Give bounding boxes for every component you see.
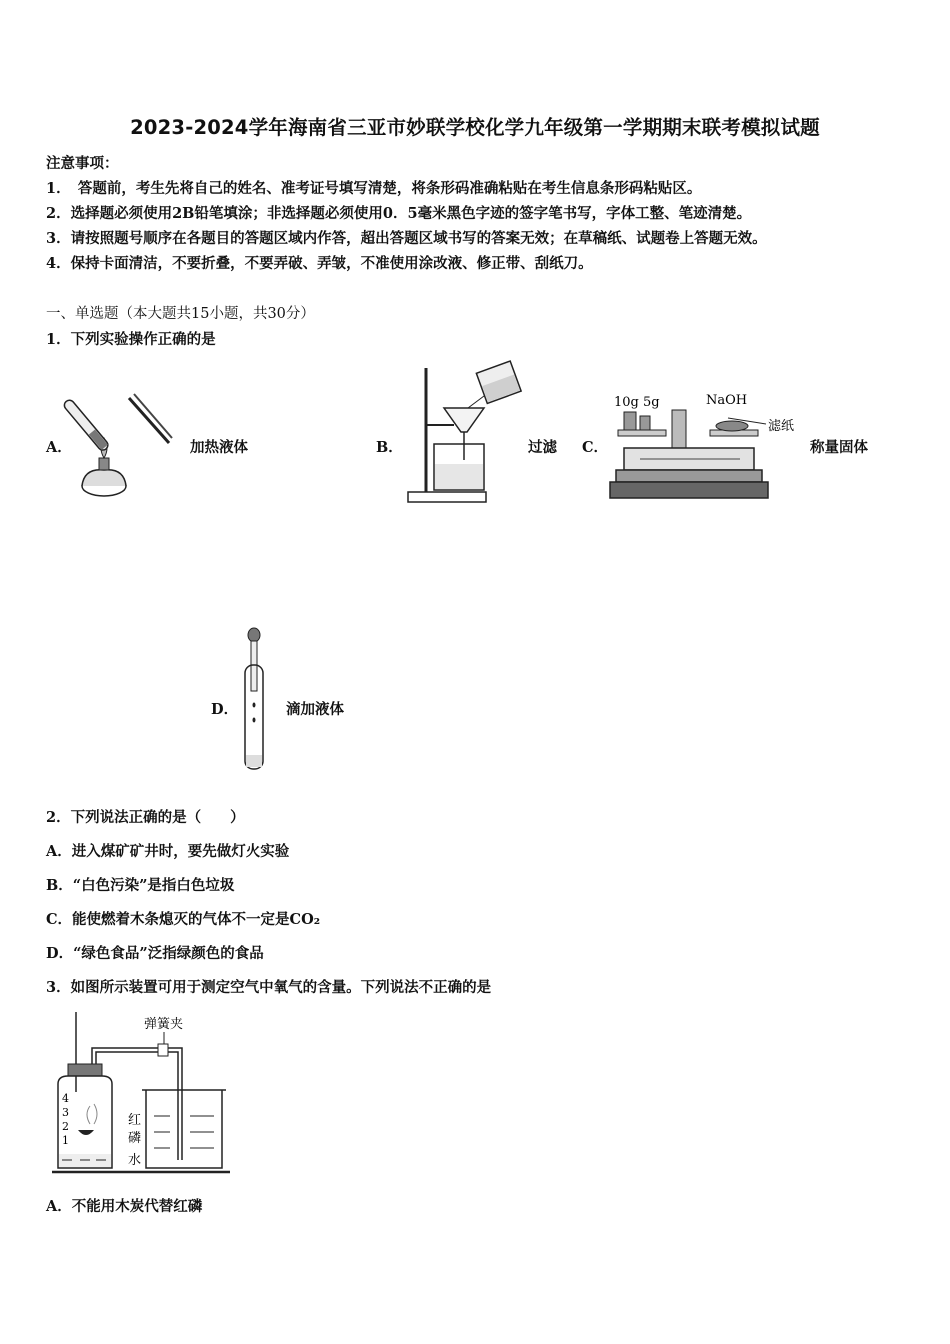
phosphorus-label: 磷 (128, 1131, 142, 1146)
scale-mark: 1 (62, 1134, 69, 1147)
notice-item: 4．保持卡面清洁，不要折叠，不要弄破、弄皱，不准使用涂改液、修正带、刮纸刀。 (46, 255, 593, 272)
balance-figure (610, 388, 810, 506)
option-b-text: 过滤 (528, 439, 557, 456)
option-d-text: 滴加液体 (286, 701, 344, 718)
scale-mark: 2 (62, 1120, 69, 1133)
oxygen-apparatus-figure (50, 1008, 240, 1178)
water-label: 水 (128, 1153, 142, 1168)
option-a-text: 加热液体 (190, 439, 248, 456)
question-2-stem: 2．下列说法正确的是（ ） (46, 809, 245, 826)
question-3-option: A．不能用木炭代替红磷 (46, 1198, 203, 1215)
question-2-option: C．能使燃着木条熄灭的气体不一定是CO₂ (46, 911, 321, 928)
notice-item: 3．请按照题号顺序在各题目的答题区域内作答，超出答题区域书写的答案无效；在草稿纸、试题卷上答题无效。 (46, 230, 767, 247)
question-3-stem: 3．如图所示装置可用于测定空气中氧气的含量。下列说法不正确的是 (46, 979, 492, 996)
scale-mark: 4 (62, 1092, 69, 1105)
heating-liquid-figure (74, 388, 184, 503)
option-c-text: 称量固体 (810, 439, 868, 456)
balance-chem-label: NaOH (706, 393, 748, 408)
option-a-letter: A． (46, 439, 72, 456)
filtration-figure (404, 360, 529, 505)
question-2-option: A．进入煤矿矿井时，要先做灯火实验 (46, 843, 290, 860)
spring-clip-label: 弹簧夹 (144, 1017, 184, 1032)
notice-item: 1． 答题前，考生先将自己的姓名、准考证号填写清楚，将条形码准确粘贴在考生信息条形码粘贴区。 (46, 180, 702, 197)
section-heading: 一、单选题（本大题共15小题，共30分） (46, 306, 315, 322)
balance-weights-label: 10g 5g (614, 395, 660, 410)
page-title: 2023-2024学年海南省三亚市妙联学校化学九年级第一学期期末联考模拟试题 (130, 116, 820, 139)
notice-heading: 注意事项： (46, 155, 119, 172)
option-b-letter: B． (376, 439, 403, 456)
red-label: 红 (128, 1113, 142, 1128)
scale-mark: 3 (62, 1106, 69, 1119)
question-2-option: D．“绿色食品”泛指绿颜色的食品 (46, 945, 264, 962)
dropper-figure (236, 625, 276, 775)
question-1-stem: 1．下列实验操作正确的是 (46, 331, 216, 348)
notice-item: 2．选择题必须使用2B铅笔填涂；非选择题必须使用0．5毫米黑色字迹的签字笔书写，字体工整、笔迹清楚。 (46, 205, 752, 222)
option-d-letter: D． (211, 701, 239, 718)
balance-paper-label: 滤纸 (768, 419, 795, 434)
option-c-letter: C． (582, 439, 609, 456)
question-2-option: B．“白色污染”是指白色垃圾 (46, 877, 235, 894)
